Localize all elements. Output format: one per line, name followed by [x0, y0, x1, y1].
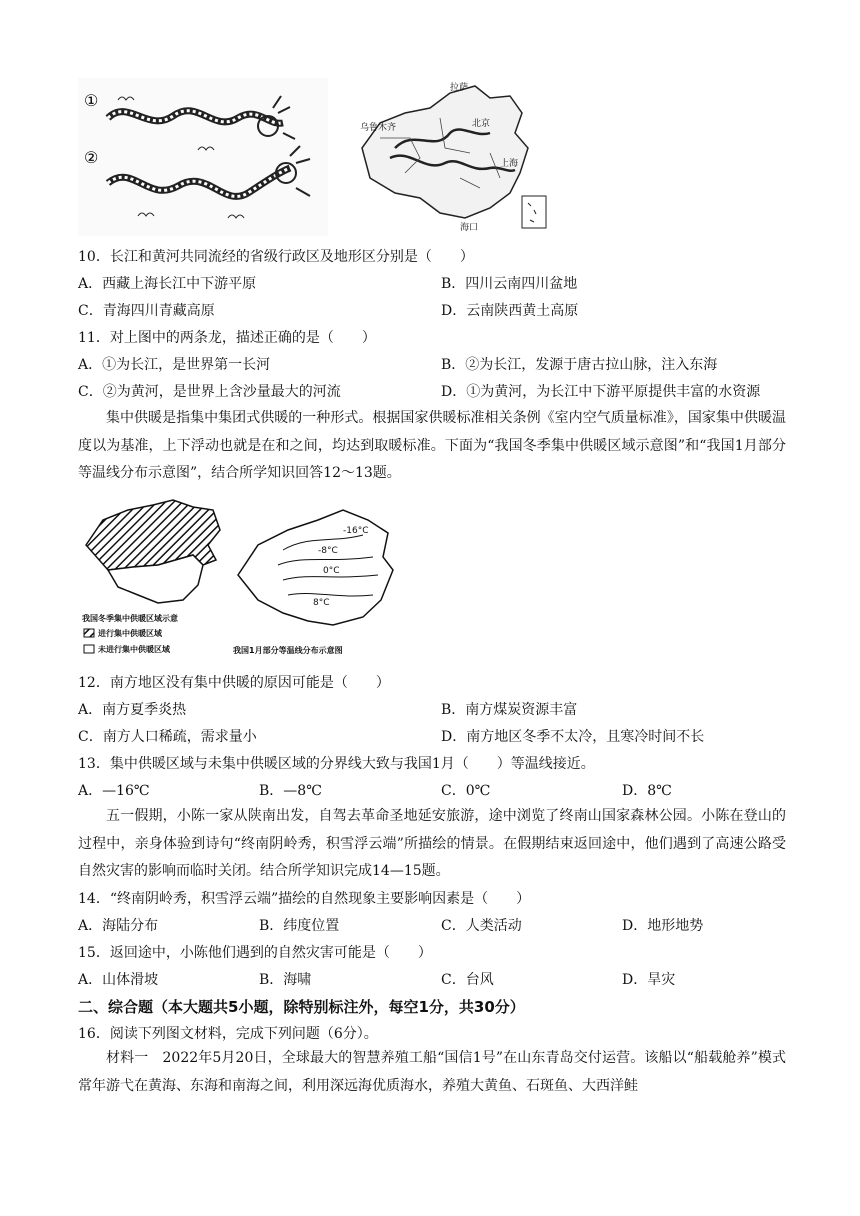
q12-option-a[interactable]: A．南方夏季炎热 [78, 702, 187, 718]
isotherm-map-caption: 我国1月部分等温线分布示意图 [233, 646, 343, 655]
q11-stem: 11．对上图中的两条龙，描述正确的是（ ） [78, 330, 376, 346]
passage-trip: 五一假期，小陈一家从陕南出发，自驾去革命圣地延安旅游，途中浏览了终南山国家森林公园。小陈在登山的过程中，亲身体验到诗句“终南阴岭秀，积雪浮云端”所描绘的情景。在假期结束返回途中，他们遇到了高速公路受自然灾害的影响而临时关闭。结合所学知识完成14—15题。 [78, 808, 786, 879]
legend-hatched-label: 进行集中供暖区域 [98, 629, 162, 638]
q15-option-c[interactable]: C．台风 [441, 972, 494, 988]
label-haikou: 海口 [460, 223, 479, 233]
q13-option-d[interactable]: D．8℃ [622, 783, 672, 799]
q14-option-a[interactable]: A．海陆分布 [78, 918, 159, 934]
q15-option-d[interactable]: D．旱灾 [622, 972, 676, 988]
q13-option-a[interactable]: A．—16℃ [78, 783, 150, 799]
section-2-heading: 二、综合题（本大题共5小题，除特别标注外，每空1分，共30分） [78, 998, 525, 1016]
q14-option-c[interactable]: C．人类活动 [441, 918, 522, 934]
passage-heating: 集中供暖是指集中集团式供暖的一种形式。根据国家供暖标准相关条例《室内空气质量标准》，国家集中供暖温度以为基准，上下浮动也就是在和之间，均达到取暖标准。下面为“我国冬季集中供暖区域示意图”和“我国1月部分等温线分布示意图”，结合所学知识回答12～13题。 [78, 410, 786, 481]
q10-option-c[interactable]: C．青海四川青藏高原 [78, 303, 215, 319]
heating-isotherm-figure [78, 495, 398, 665]
q12-option-b[interactable]: B．南方煤炭资源丰富 [441, 702, 578, 718]
q16-material-1: 材料一 2022年5月20日，全球最大的智慧养殖工船“国信1号”在山东青岛交付运营。该船以“船载舱养”模式常年游弋在黄海、东海和南海之间，利用深远海优质海水，养殖大黄鱼、石斑鱼、大西洋鲑 [78, 1050, 786, 1094]
q13-stem: 13．集中供暖区域与未集中供暖区域的分界线大致与我国1月（ ）等温线接近。 [78, 756, 595, 772]
isotherm-map [233, 495, 398, 665]
dragon-2-marker: ② [84, 148, 99, 167]
label-urumqi: 乌鲁木齐 [360, 123, 397, 133]
q15-option-b[interactable]: B．海啸 [259, 972, 312, 988]
q12-stem: 12．南方地区没有集中供暖的原因可能是（ ） [78, 675, 390, 691]
q15-stem: 15．返回途中，小陈他们遇到的自然灾害可能是（ ） [78, 945, 432, 961]
q12-option-c[interactable]: C．南方人口稀疏，需求量小 [78, 729, 257, 745]
q15-option-a[interactable]: A．山体滑坡 [78, 972, 159, 988]
legend-empty-label: 未进行集中供暖区域 [98, 645, 170, 654]
q11-option-b[interactable]: B．②为长江，发源于唐古拉山脉，注入东海 [441, 357, 718, 373]
q13-option-b[interactable]: B．—8℃ [259, 783, 322, 799]
heating-map-caption: 我国冬季集中供暖区域示意 [82, 614, 178, 623]
dragon-1-marker: ① [84, 91, 99, 110]
isotherm-minus8: -8°C [318, 546, 338, 556]
q14-option-b[interactable]: B．纬度位置 [259, 918, 340, 934]
heating-region-map [78, 495, 228, 665]
q11-option-d[interactable]: D．①为黄河，为长江中下游平原提供丰富的水资源 [441, 384, 761, 400]
isotherm-0: 0°C [323, 566, 340, 576]
q10-option-a[interactable]: A．西藏上海长江中下游平原 [78, 276, 257, 292]
label-lhasa: 拉萨 [450, 83, 469, 93]
q13-option-c[interactable]: C．0℃ [441, 783, 491, 799]
q10-option-d[interactable]: D．云南陕西黄土高原 [441, 303, 579, 319]
q14-option-d[interactable]: D．地形地势 [622, 918, 704, 934]
q10-option-b[interactable]: B．四川云南四川盆地 [441, 276, 578, 292]
dragon-rivers-illustration [78, 78, 328, 236]
q12-option-d[interactable]: D．南方地区冬季不太冷，且寒冷时间不长 [441, 729, 705, 745]
label-beijing: 北京 [472, 119, 491, 129]
isotherm-8: 8°C [313, 598, 330, 608]
q14-stem: 14．“终南阴岭秀，积雪浮云端”描绘的自然现象主要影响因素是（ ） [78, 891, 531, 907]
china-rivers-map [350, 78, 558, 236]
q11-option-c[interactable]: C．②为黄河，是世界上含沙量最大的河流 [78, 384, 341, 400]
isotherm-minus16: -16°C [343, 526, 369, 536]
q10-stem: 10．长江和黄河共同流经的省级行政区及地形区分别是（ ） [78, 249, 474, 265]
q11-option-a[interactable]: A．①为长江，是世界第一长河 [78, 357, 271, 373]
label-shanghai: 上海 [500, 159, 519, 169]
q16-stem: 16．阅读下列图文材料，完成下列问题（6分）。 [78, 1026, 378, 1042]
rivers-dragon-figure [78, 78, 558, 236]
